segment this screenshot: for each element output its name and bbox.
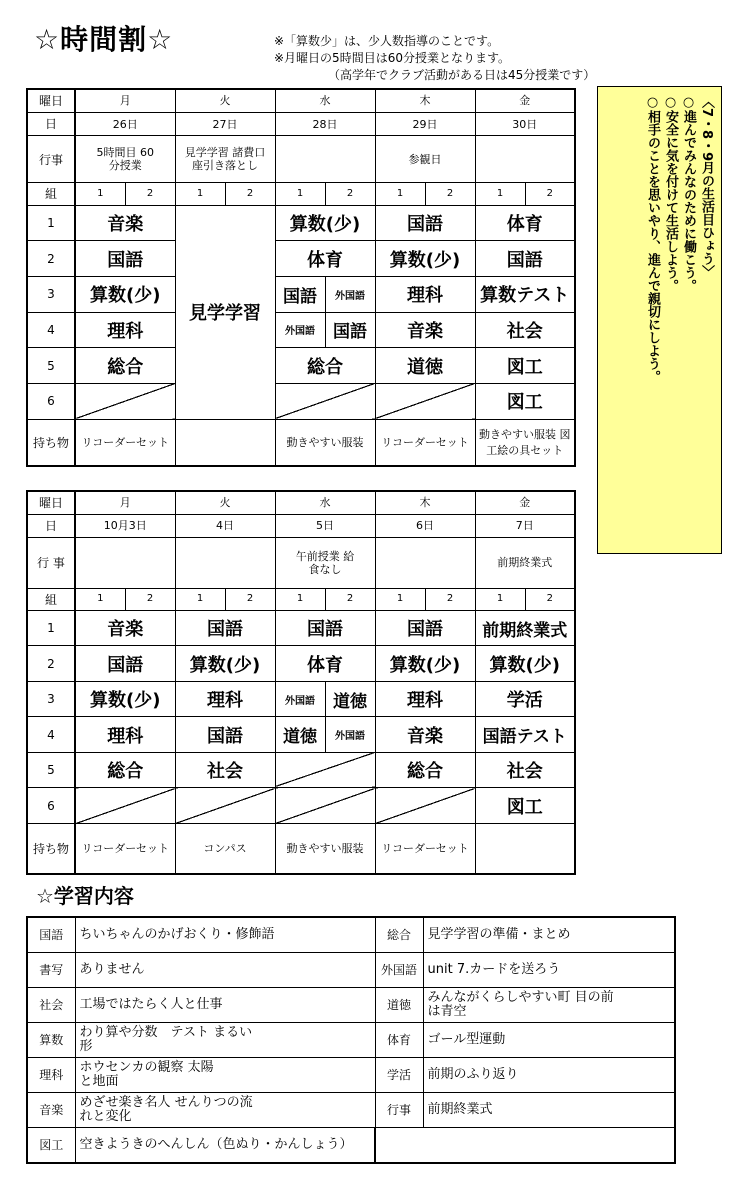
day-header: 水	[275, 491, 375, 514]
subject-cell: 算数(少)	[75, 276, 175, 312]
event-cell: 参観日	[375, 136, 475, 183]
subject-cell: 図工	[475, 383, 575, 419]
learning-subject: 外国語	[375, 952, 423, 987]
event-cell	[275, 136, 375, 183]
date-cell: 7日	[475, 514, 575, 537]
day-header: 火	[175, 491, 275, 514]
period-number: 2	[27, 241, 75, 277]
subject-cell: 算数(少)	[175, 646, 275, 681]
learning-content: 前期のふり返り	[423, 1057, 675, 1092]
subject-cell: 社会	[475, 312, 575, 348]
class-number: 2	[525, 588, 575, 610]
period-number: 2	[27, 646, 75, 681]
learning-subject: 道徳	[375, 987, 423, 1022]
learning-content: ホウセンカの観察 太陽と地面	[75, 1057, 375, 1092]
no-class-cell	[175, 788, 275, 823]
subject-cell: 国語	[275, 611, 375, 646]
subject-cell: 算数(少)	[375, 241, 475, 277]
no-class-cell	[375, 383, 475, 419]
class-number: 1	[175, 183, 225, 205]
youbi-label: 曜日	[27, 89, 75, 112]
subject-cell: 体育	[275, 646, 375, 681]
period-number: 5	[27, 752, 75, 787]
subject-cell: 音楽	[75, 611, 175, 646]
timetable-week2	[26, 490, 576, 875]
no-class-cell	[375, 788, 475, 823]
subject-cell: 外国語	[325, 276, 375, 312]
date-cell: 30日	[475, 112, 575, 135]
no-class-cell	[75, 383, 175, 419]
day-header: 水	[275, 89, 375, 112]
empty-area	[375, 1127, 675, 1163]
learning-table	[26, 916, 676, 1164]
date-cell: 10月3日	[75, 514, 175, 537]
subject-cell: 社会	[475, 752, 575, 787]
subject-cell: 算数(少)	[275, 205, 375, 241]
subject-cell: 音楽	[75, 205, 175, 241]
items-cell: コンパス	[175, 823, 275, 874]
learning-content: ありません	[75, 952, 375, 987]
class-label: 組	[27, 183, 75, 205]
subject-cell: 国語テスト	[475, 717, 575, 752]
class-label: 組	[27, 588, 75, 610]
learning-content: わり算や分数 テスト まるい形	[75, 1022, 375, 1057]
period-number: 3	[27, 681, 75, 716]
items-label: 持ち物	[27, 419, 75, 466]
class-number: 2	[525, 183, 575, 205]
note-line: ※「算数少」は、少人数指導のことです。	[274, 34, 500, 48]
no-class-cell	[275, 788, 375, 823]
event-cell: 午前授業 給食なし	[275, 538, 375, 589]
goal-item: ○安全に気を付けて生活しよう。	[663, 95, 678, 292]
period-number: 6	[27, 383, 75, 419]
subject-cell: 国語	[275, 276, 325, 312]
learning-subject: 算数	[27, 1022, 75, 1057]
subject-cell: 算数(少)	[75, 681, 175, 716]
subject-cell: 国語	[375, 611, 475, 646]
learning-content: ゴール型運動	[423, 1022, 675, 1057]
date-cell: 26日	[75, 112, 175, 135]
event-cell: 前期終業式	[475, 538, 575, 589]
subject-cell: 図工	[475, 348, 575, 384]
day-header: 月	[75, 89, 175, 112]
subject-cell: 総合	[75, 348, 175, 384]
subject-cell: 前期終業式	[475, 611, 575, 646]
life-goals-box	[597, 86, 722, 554]
no-class-cell	[275, 752, 375, 787]
subject-cell: 学活	[475, 681, 575, 716]
learning-content: unit 7.カードを送ろう	[423, 952, 675, 987]
subject-cell: 体育	[475, 205, 575, 241]
subject-cell: 総合	[75, 752, 175, 787]
learning-content: ちいちゃんのかげおくり・修飾語	[75, 917, 375, 952]
items-cell	[475, 823, 575, 874]
learning-content: 空きようきのへんしん（色ぬり・かんしょう）	[75, 1127, 375, 1163]
no-class-cell	[275, 383, 375, 419]
learning-content: めざせ楽き名人 せんりつの流れと変化	[75, 1092, 375, 1127]
class-number: 1	[375, 183, 425, 205]
period-number: 3	[27, 276, 75, 312]
class-number: 1	[475, 588, 525, 610]
subject-cell: 道徳	[375, 348, 475, 384]
learning-content: みんながくらしやすい町 目の前は青空	[423, 987, 675, 1022]
date-cell: 5日	[275, 514, 375, 537]
items-cell: リコーダーセット	[375, 823, 475, 874]
learning-subject: 総合	[375, 917, 423, 952]
period-number: 1	[27, 611, 75, 646]
learning-content: 見学学習の準備・まとめ	[423, 917, 675, 952]
items-cell	[175, 419, 275, 466]
items-label: 持ち物	[27, 823, 75, 874]
youbi-label: 曜日	[27, 491, 75, 514]
subject-cell: 音楽	[375, 312, 475, 348]
class-number: 1	[275, 588, 325, 610]
subject-cell: 外国語	[275, 681, 325, 716]
day-header: 木	[375, 491, 475, 514]
subject-cell: 国語	[175, 611, 275, 646]
subject-cell: 理科	[375, 276, 475, 312]
class-number: 2	[125, 588, 175, 610]
class-number: 2	[325, 588, 375, 610]
learning-subject: 社会	[27, 987, 75, 1022]
event-label: 行 事	[27, 538, 75, 589]
page-title: ☆時間割☆	[34, 23, 174, 56]
items-cell: 動きやすい服装	[275, 823, 375, 874]
subject-cell: 理科	[75, 717, 175, 752]
date-cell: 6日	[375, 514, 475, 537]
subject-cell: 図工	[475, 788, 575, 823]
subject-cell: 総合	[375, 752, 475, 787]
event-cell: 5時間目 60分授業	[75, 136, 175, 183]
class-number: 1	[75, 588, 125, 610]
subject-cell: 算数テスト	[475, 276, 575, 312]
learning-subject: 学活	[375, 1057, 423, 1092]
learning-subject: 音楽	[27, 1092, 75, 1127]
class-number: 1	[475, 183, 525, 205]
period-number: 6	[27, 788, 75, 823]
items-cell: 動きやすい服装 図工絵の具セット	[475, 419, 575, 466]
subject-cell: 算数(少)	[475, 646, 575, 681]
date-label: 日	[27, 112, 75, 135]
class-number: 2	[225, 588, 275, 610]
learning-subject: 図工	[27, 1127, 75, 1163]
day-header: 金	[475, 491, 575, 514]
date-cell: 4日	[175, 514, 275, 537]
subject-cell: 算数(少)	[375, 646, 475, 681]
learning-content: 前期終業式	[423, 1092, 675, 1127]
event-cell: 見学学習 諸費口座引き落とし	[175, 136, 275, 183]
class-number: 1	[375, 588, 425, 610]
day-header: 月	[75, 491, 175, 514]
items-cell: 動きやすい服装	[275, 419, 375, 466]
goals-title: 〈7・8・9月の生活目ひょう〉	[699, 95, 714, 279]
subject-cell: 外国語	[325, 717, 375, 752]
class-number: 2	[425, 588, 475, 610]
no-class-cell	[75, 788, 175, 823]
date-cell: 29日	[375, 112, 475, 135]
items-cell: リコーダーセット	[375, 419, 475, 466]
period-number: 5	[27, 348, 75, 384]
subject-cell: 体育	[275, 241, 375, 277]
class-number: 1	[275, 183, 325, 205]
event-cell	[75, 538, 175, 589]
event-label: 行事	[27, 136, 75, 183]
learning-subject: 体育	[375, 1022, 423, 1057]
note-line: （高学年でクラブ活動がある日は45分授業です）	[328, 68, 596, 82]
subject-cell: 理科	[175, 681, 275, 716]
subject-cell: 国語	[375, 205, 475, 241]
class-number: 2	[325, 183, 375, 205]
note-line: ※月曜日の5時間目は60分授業となります。	[274, 51, 511, 65]
date-cell: 27日	[175, 112, 275, 135]
subject-cell: 社会	[175, 752, 275, 787]
class-number: 2	[125, 183, 175, 205]
subject-cell: 音楽	[375, 717, 475, 752]
event-cell	[175, 538, 275, 589]
period-number: 4	[27, 312, 75, 348]
event-cell	[375, 538, 475, 589]
date-cell: 28日	[275, 112, 375, 135]
subject-cell: 理科	[375, 681, 475, 716]
event-cell	[475, 136, 575, 183]
period-number: 4	[27, 717, 75, 752]
subject-cell: 国語	[75, 646, 175, 681]
learning-subject: 行事	[375, 1092, 423, 1127]
field-trip-block: 見学学習	[175, 205, 275, 419]
learning-subject: 国語	[27, 917, 75, 952]
items-cell: リコーダーセット	[75, 419, 175, 466]
date-label: 日	[27, 514, 75, 537]
goal-item: ○進んでみんなのために働こう。	[681, 95, 696, 292]
items-cell: リコーダーセット	[75, 823, 175, 874]
day-header: 金	[475, 89, 575, 112]
learning-subject: 理科	[27, 1057, 75, 1092]
subject-cell: 総合	[275, 348, 375, 384]
class-number: 2	[425, 183, 475, 205]
subject-cell: 道徳	[275, 717, 325, 752]
day-header: 木	[375, 89, 475, 112]
timetable-week1	[26, 88, 576, 467]
subject-cell: 国語	[175, 717, 275, 752]
period-number: 1	[27, 205, 75, 241]
class-number: 1	[75, 183, 125, 205]
subject-cell: 国語	[325, 312, 375, 348]
subject-cell: 国語	[75, 241, 175, 277]
subject-cell: 理科	[75, 312, 175, 348]
class-number: 2	[225, 183, 275, 205]
goal-item: ○相手のことを思いやり、進んで親切にしよう。	[645, 95, 660, 383]
learning-heading: ☆学習内容	[36, 884, 134, 908]
subject-cell: 外国語	[275, 312, 325, 348]
learning-content: 工場ではたらく人と仕事	[75, 987, 375, 1022]
class-number: 1	[175, 588, 225, 610]
subject-cell: 道徳	[325, 681, 375, 716]
learning-subject: 書写	[27, 952, 75, 987]
subject-cell: 国語	[475, 241, 575, 277]
day-header: 火	[175, 89, 275, 112]
